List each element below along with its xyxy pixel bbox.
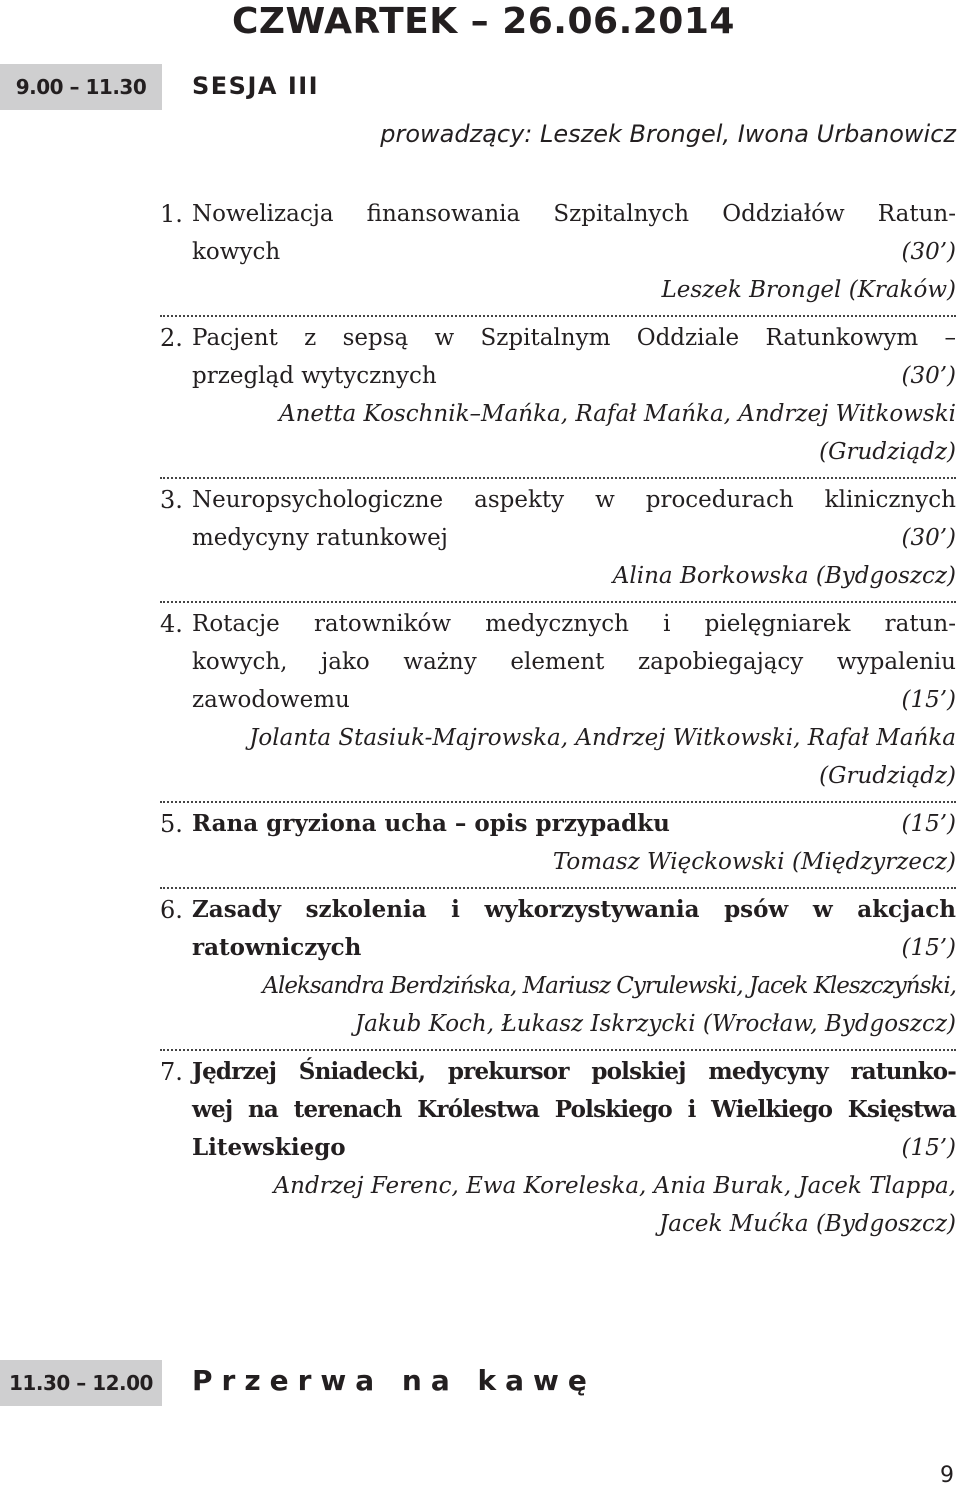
session-label: SESJA III (192, 72, 320, 100)
item-authors: (Grudziądz) (819, 763, 956, 789)
item-number: 7. (160, 1058, 183, 1086)
break-time: 11.30 – 12.00 (0, 1360, 162, 1406)
item-duration: (15’) (901, 935, 956, 961)
item-number: 2. (160, 324, 183, 352)
item-number: 3. (160, 486, 183, 514)
item-number: 6. (160, 896, 183, 924)
item-title-line: Pacjent z sepsą w Szpitalnym Oddziale Ratunkowym – (192, 325, 956, 351)
item-title-line: Nowelizacja finansowania Szpitalnych Oddziałów Ratun- (192, 201, 956, 227)
item-title-line: kowych, jako ważny element zapobiegający wypaleniu (192, 649, 956, 675)
item-title-line: Neuropsychologiczne aspekty w procedurach klinicznych (192, 487, 956, 513)
session-chairs: prowadzący: Leszek Brongel, Iwona Urbanowicz (380, 120, 956, 148)
item-number: 1. (160, 200, 183, 228)
item-authors: Leszek Brongel (Kraków) (661, 277, 956, 303)
agenda-item (160, 1049, 956, 1249)
item-authors: Alina Borkowska (Bydgoszcz) (612, 563, 956, 589)
item-number: 4. (160, 610, 183, 638)
item-title-line: Jędrzej Śniadecki, prekursor polskiej medycyny ratunko- (192, 1058, 956, 1085)
agenda-item (160, 315, 956, 477)
item-authors: Jacek Mućka (Bydgoszcz) (659, 1211, 956, 1237)
item-duration: (30’) (901, 525, 956, 551)
agenda-item (160, 601, 956, 801)
agenda-item (160, 195, 956, 315)
item-duration: (15’) (901, 687, 956, 713)
item-title-line: kowych (192, 239, 281, 265)
item-authors: Aleksandra Berdzińska, Mariusz Cyrulewski, Jacek Kleszczyński, (262, 973, 956, 999)
item-title-line: przegląd wytycznych (192, 363, 437, 389)
item-authors: Tomasz Więckowski (Międzyrzecz) (552, 849, 956, 875)
agenda-list (160, 195, 956, 1249)
item-duration: (30’) (901, 363, 956, 389)
item-authors: Jolanta Stasiuk-Majrowska, Andrzej Witkowski, Rafał Mańka (249, 725, 956, 751)
item-title-line: medycyny ratunkowej (192, 525, 448, 551)
agenda-item (160, 477, 956, 601)
item-title-line: Zasady szkolenia i wykorzystywania psów w akcjach (192, 896, 956, 923)
item-title-line: zawodowemu (192, 687, 350, 713)
session-time: 9.00 – 11.30 (0, 64, 162, 110)
day-title: CZWARTEK – 26.06.2014 (232, 1, 735, 42)
item-title-line: Rana gryziona ucha – opis przypadku (192, 810, 670, 837)
break-label: Przerwa na kawę (192, 1364, 596, 1397)
item-title-line: ratowniczych (192, 934, 362, 961)
item-duration: (15’) (901, 1135, 956, 1161)
item-authors: (Grudziądz) (819, 439, 956, 465)
page-number: 9 (940, 1463, 954, 1488)
item-duration: (30’) (901, 239, 956, 265)
item-authors: Jakub Koch, Łukasz Iskrzycki (Wrocław, Bydgoszcz) (354, 1011, 956, 1037)
item-authors: Anetta Koschnik–Mańka, Rafał Mańka, Andrzej Witkowski (278, 401, 956, 427)
item-authors: Andrzej Ferenc, Ewa Koreleska, Ania Burak, Jacek Tlappa, (273, 1173, 956, 1199)
agenda-item (160, 801, 956, 887)
item-title-line: Rotacje ratowników medycznych i pielęgniarek ratun- (192, 611, 956, 637)
agenda-item (160, 887, 956, 1049)
item-title-line: Litewskiego (192, 1134, 346, 1161)
item-number: 5. (160, 810, 183, 838)
item-title-line: wej na terenach Królestwa Polskiego i Wielkiego Księstwa (192, 1096, 956, 1123)
item-duration: (15’) (901, 811, 956, 837)
